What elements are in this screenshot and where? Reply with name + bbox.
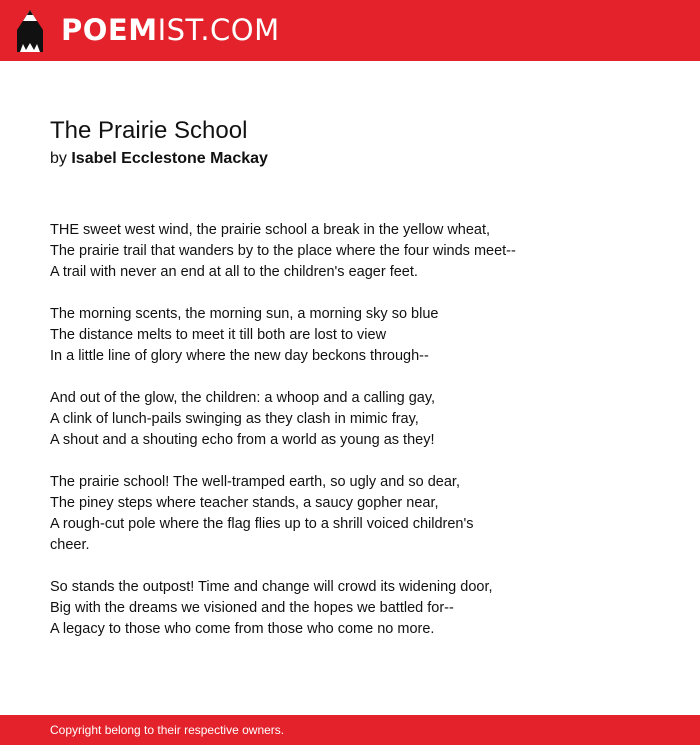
stanza-1: [50, 220, 610, 283]
copyright-text: Copyright belong to their respective owners.: [50, 723, 285, 737]
poem-line: A shout and a shouting echo from a world as young as they!: [50, 432, 435, 448]
poem-line: A legacy to those who come from those who come no more.: [50, 621, 435, 637]
poem-line: In a little line of glory where the new day beckons through--: [50, 348, 429, 364]
poem-line: The piney steps where teacher stands, a saucy gopher near,: [50, 495, 439, 511]
site-header: [0, 0, 700, 61]
stanza-3: [50, 388, 610, 451]
site-footer: [0, 715, 700, 745]
stanza-2: [50, 304, 610, 367]
poem-line: The prairie school! The well-tramped earth, so ugly and so dear,: [50, 474, 460, 490]
poem-author: Isabel Ecclestone Mackay: [71, 150, 268, 167]
poem-line: cheer.: [50, 537, 90, 553]
poem-line: A clink of lunch-pails swinging as they clash in mimic fray,: [50, 411, 419, 427]
site-logo[interactable]: [61, 13, 280, 47]
poem-title: The Prairie School: [50, 117, 248, 144]
poem-body: [50, 220, 610, 661]
poem-line: So stands the outpost! Time and change will crowd its widening door,: [50, 579, 493, 595]
poem-line: Big with the dreams we visioned and the hopes we battled for--: [50, 600, 454, 616]
poem-line: The prairie trail that wanders by to the place where the four winds meet--: [50, 243, 516, 259]
logo-bold-text: POEM: [61, 13, 158, 47]
by-label: by: [50, 150, 67, 167]
logo-light-text: IST.COM: [157, 13, 280, 47]
poem-byline: [50, 149, 268, 169]
stanza-5: [50, 577, 610, 640]
poem-line: A trail with never an end at all to the children's eager feet.: [50, 264, 418, 280]
poem-line: The morning scents, the morning sun, a morning sky so blue: [50, 306, 439, 322]
poem-line: And out of the glow, the children: a whoop and a calling gay,: [50, 390, 436, 406]
poem-line: The distance melts to meet it till both are lost to view: [50, 327, 387, 343]
pencil-icon: [17, 10, 43, 52]
poem-line: THE sweet west wind, the prairie school a break in the yellow wheat,: [50, 222, 491, 238]
poem-line: A rough-cut pole where the flag flies up to a shrill voiced children's: [50, 516, 474, 532]
stanza-4: [50, 472, 610, 556]
